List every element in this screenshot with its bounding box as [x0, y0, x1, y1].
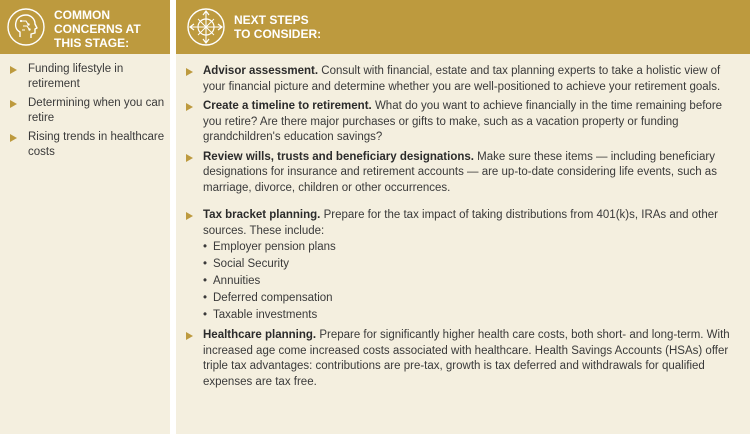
bullet-triangle-icon: [186, 332, 193, 340]
concerns-title: COMMON CONCERNS AT THIS STAGE:: [54, 8, 141, 50]
bullet-triangle-icon: [186, 154, 193, 162]
step-heading: Tax bracket planning.: [203, 209, 321, 221]
sub-list-item: • Social Security: [203, 256, 738, 273]
step-heading: Advisor assessment.: [203, 65, 319, 77]
list-item: Rising trends in healthcare costs: [10, 130, 166, 160]
bullet-triangle-icon: [186, 68, 193, 76]
step-healthcare: [186, 328, 738, 390]
steps-list: [186, 64, 738, 394]
steps-header: [176, 0, 750, 54]
step-heading: Healthcare planning.: [203, 329, 317, 341]
step-body: Prepare for the tax impact of taking distributions from 401(k)s, IRAs and other sources. These include:: [203, 209, 718, 237]
steps-column: [176, 0, 750, 434]
bullet-triangle-icon: [10, 134, 17, 142]
step-body: Consult with financial, estate and tax planning experts to take a holistic view of your financial picture and determine whether you are well-positioned to achieve your retirement goals.: [203, 65, 721, 93]
step-heading: Review wills, trusts and beneficiary designations.: [203, 150, 474, 163]
tax-sources-list: [203, 239, 738, 324]
step-heading: Create a timeline to retirement.: [203, 100, 372, 112]
steps-title: NEXT STEPS TO CONSIDER:: [234, 13, 322, 41]
head-profile-circuit-icon: [6, 7, 46, 47]
concerns-list: [10, 62, 166, 164]
step-body: What do you want to achieve financially in the time remaining before you retire? Are there major purchases or gifts to make, such as a vacation property or funding grandchildren's education savings?: [203, 100, 723, 143]
bullet-triangle-icon: [186, 103, 193, 111]
bullet-triangle-icon: [10, 66, 17, 74]
concerns-header: [0, 0, 170, 54]
step-advisor-assessment: [186, 64, 738, 95]
bullet-triangle-icon: [10, 100, 17, 108]
sub-list-item: • Employer pension plans: [203, 239, 738, 256]
step-timeline: [186, 99, 738, 146]
compass-arrows-icon: [186, 7, 226, 47]
step-tax-bracket: [186, 208, 738, 324]
step-body: Make sure these items — including beneficiary designations for insurance and retirement accounts — are up-to-date considering life events, such as marriage, divorce, children or other occurrences.: [203, 150, 717, 194]
step-body: Prepare for significantly higher health care costs, both short- and long-term. With increased age come increased costs associated with healthcare. Health Savings Accounts (HSAs) offer triple tax advantages: contributions are pre-tax, growth is tax deferred and withdrawals for qualified expenses are tax free.: [203, 329, 730, 388]
sub-list-item: • Deferred compensation: [203, 290, 738, 307]
step-review-wills: [186, 150, 738, 197]
sub-list-item: • Taxable investments: [203, 307, 738, 324]
concerns-column: [0, 0, 170, 434]
bullet-triangle-icon: [186, 212, 193, 220]
sub-list-item: • Annuities: [203, 273, 738, 290]
list-item: Funding lifestyle in retirement: [10, 62, 166, 92]
list-item: Determining when you can retire: [10, 96, 166, 126]
